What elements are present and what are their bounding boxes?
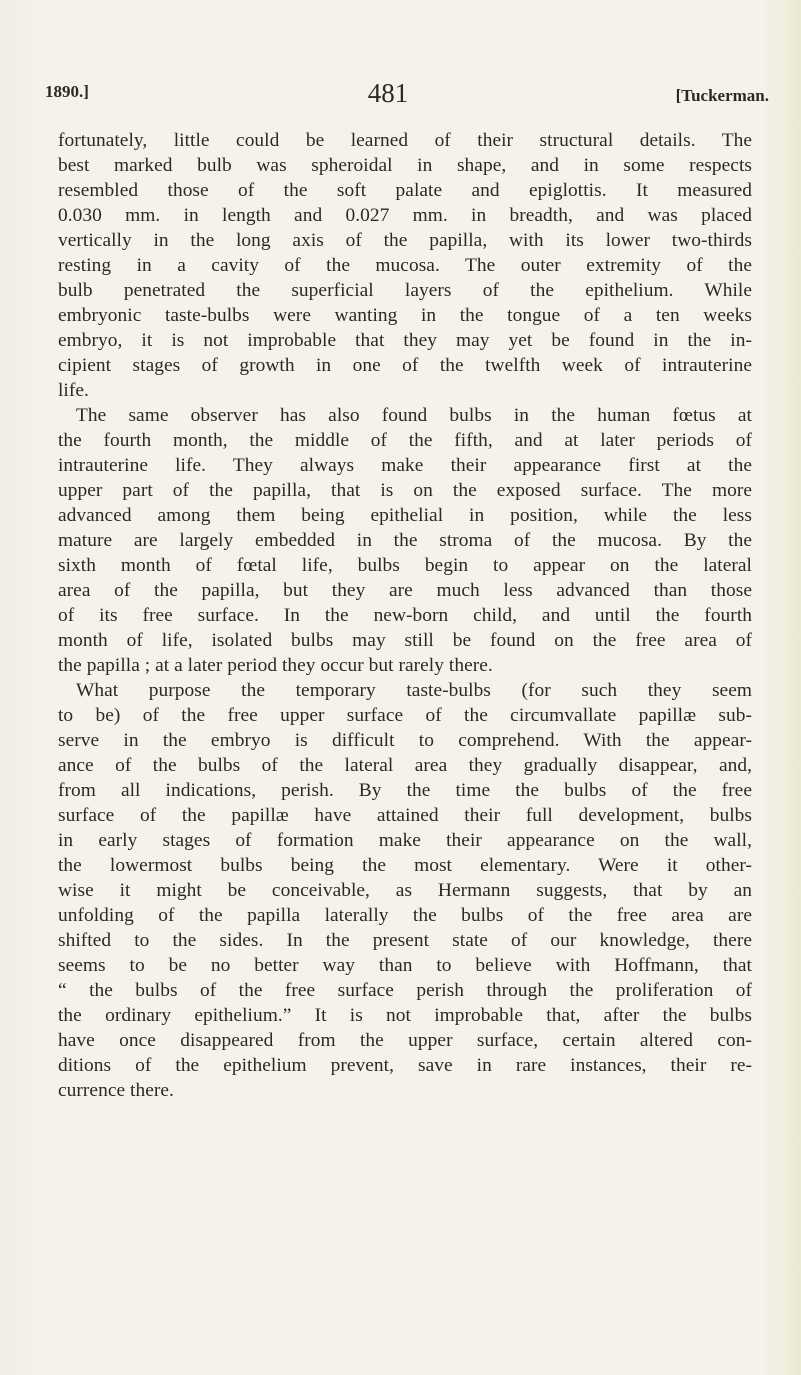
- text-line: upper part of the papilla, that is on the exposed surface. The more: [58, 480, 752, 501]
- text-line: seems to be no better way than to believe with Hoffmann, that: [58, 955, 752, 976]
- text-line: resting in a cavity of the mucosa. The outer extremity of the: [58, 255, 752, 276]
- text-line: in early stages of formation make their appearance on the wall,: [58, 830, 752, 851]
- text-line: serve in the embryo is difficult to comprehend. With the appear-: [58, 730, 752, 751]
- text-line: resembled those of the soft palate and epiglottis. It measured: [58, 180, 752, 201]
- text-line: What purpose the temporary taste-bulbs (for such they seem: [76, 680, 752, 701]
- text-line: cipient stages of growth in one of the twelfth week of intrauterine: [58, 355, 752, 376]
- page-number: 481: [367, 78, 409, 108]
- text-line: The same observer has also found bulbs in the human fœtus at: [76, 405, 752, 426]
- text-line: ditions of the epithelium prevent, save in rare instances, their re-: [58, 1055, 752, 1076]
- text-line: wise it might be conceivable, as Hermann suggests, that by an: [58, 880, 752, 901]
- text-line: mature are largely embedded in the stroma of the mucosa. By the: [58, 530, 752, 551]
- text-line: currence there.: [58, 1080, 174, 1101]
- body-text: [58, 128, 752, 1103]
- text-line: advanced among them being epithelial in position, while the less: [58, 505, 752, 526]
- text-line: fortunately, little could be learned of their structural details. The: [58, 130, 752, 151]
- text-line: the lowermost bulbs being the most elementary. Were it other-: [58, 855, 752, 876]
- text-line: sixth month of fœtal life, bulbs begin to appear on the lateral: [58, 555, 752, 576]
- text-line: shifted to the sides. In the present state of our knowledge, there: [58, 930, 752, 951]
- text-line: have once disappeared from the upper surface, certain altered con-: [58, 1030, 752, 1051]
- text-line: unfolding of the papilla laterally the bulbs of the free area are: [58, 905, 752, 926]
- text-line: best marked bulb was spheroidal in shape, and in some respects: [58, 155, 752, 176]
- header-year: 1890.]: [45, 82, 89, 101]
- header-author: [Tuckerman.: [675, 86, 769, 105]
- text-line: month of life, isolated bulbs may still be found on the free area of: [58, 630, 752, 651]
- text-line: ance of the bulbs of the lateral area they gradually disappear, and,: [58, 755, 752, 776]
- text-line: to be) of the free upper surface of the circumvallate papillæ sub-: [58, 705, 752, 726]
- text-line: life.: [58, 380, 89, 401]
- text-line: bulb penetrated the superficial layers of the epithelium. While: [58, 280, 752, 301]
- text-line: “ the bulbs of the free surface perish through the proliferation of: [58, 980, 752, 1001]
- text-line: area of the papilla, but they are much less advanced than those: [58, 580, 752, 601]
- running-header: [45, 78, 769, 112]
- text-line: the fourth month, the middle of the fifth, and at later periods of: [58, 430, 752, 451]
- text-line: the ordinary epithelium.” It is not improbable that, after the bulbs: [58, 1005, 752, 1026]
- text-line: embryo, it is not improbable that they may yet be found in the in-: [58, 330, 752, 351]
- text-line: intrauterine life. They always make their appearance first at the: [58, 455, 752, 476]
- text-line: vertically in the long axis of the papilla, with its lower two-thirds: [58, 230, 752, 251]
- text-line: embryonic taste-bulbs were wanting in the tongue of a ten weeks: [58, 305, 752, 326]
- text-line: the papilla ; at a later period they occur but rarely there.: [58, 655, 493, 676]
- text-line: surface of the papillæ have attained their full development, bulbs: [58, 805, 752, 826]
- text-line: from all indications, perish. By the time the bulbs of the free: [58, 780, 752, 801]
- text-line: of its free surface. In the new-born child, and until the fourth: [58, 605, 752, 626]
- text-line: 0.030 mm. in length and 0.027 mm. in breadth, and was placed: [58, 205, 752, 226]
